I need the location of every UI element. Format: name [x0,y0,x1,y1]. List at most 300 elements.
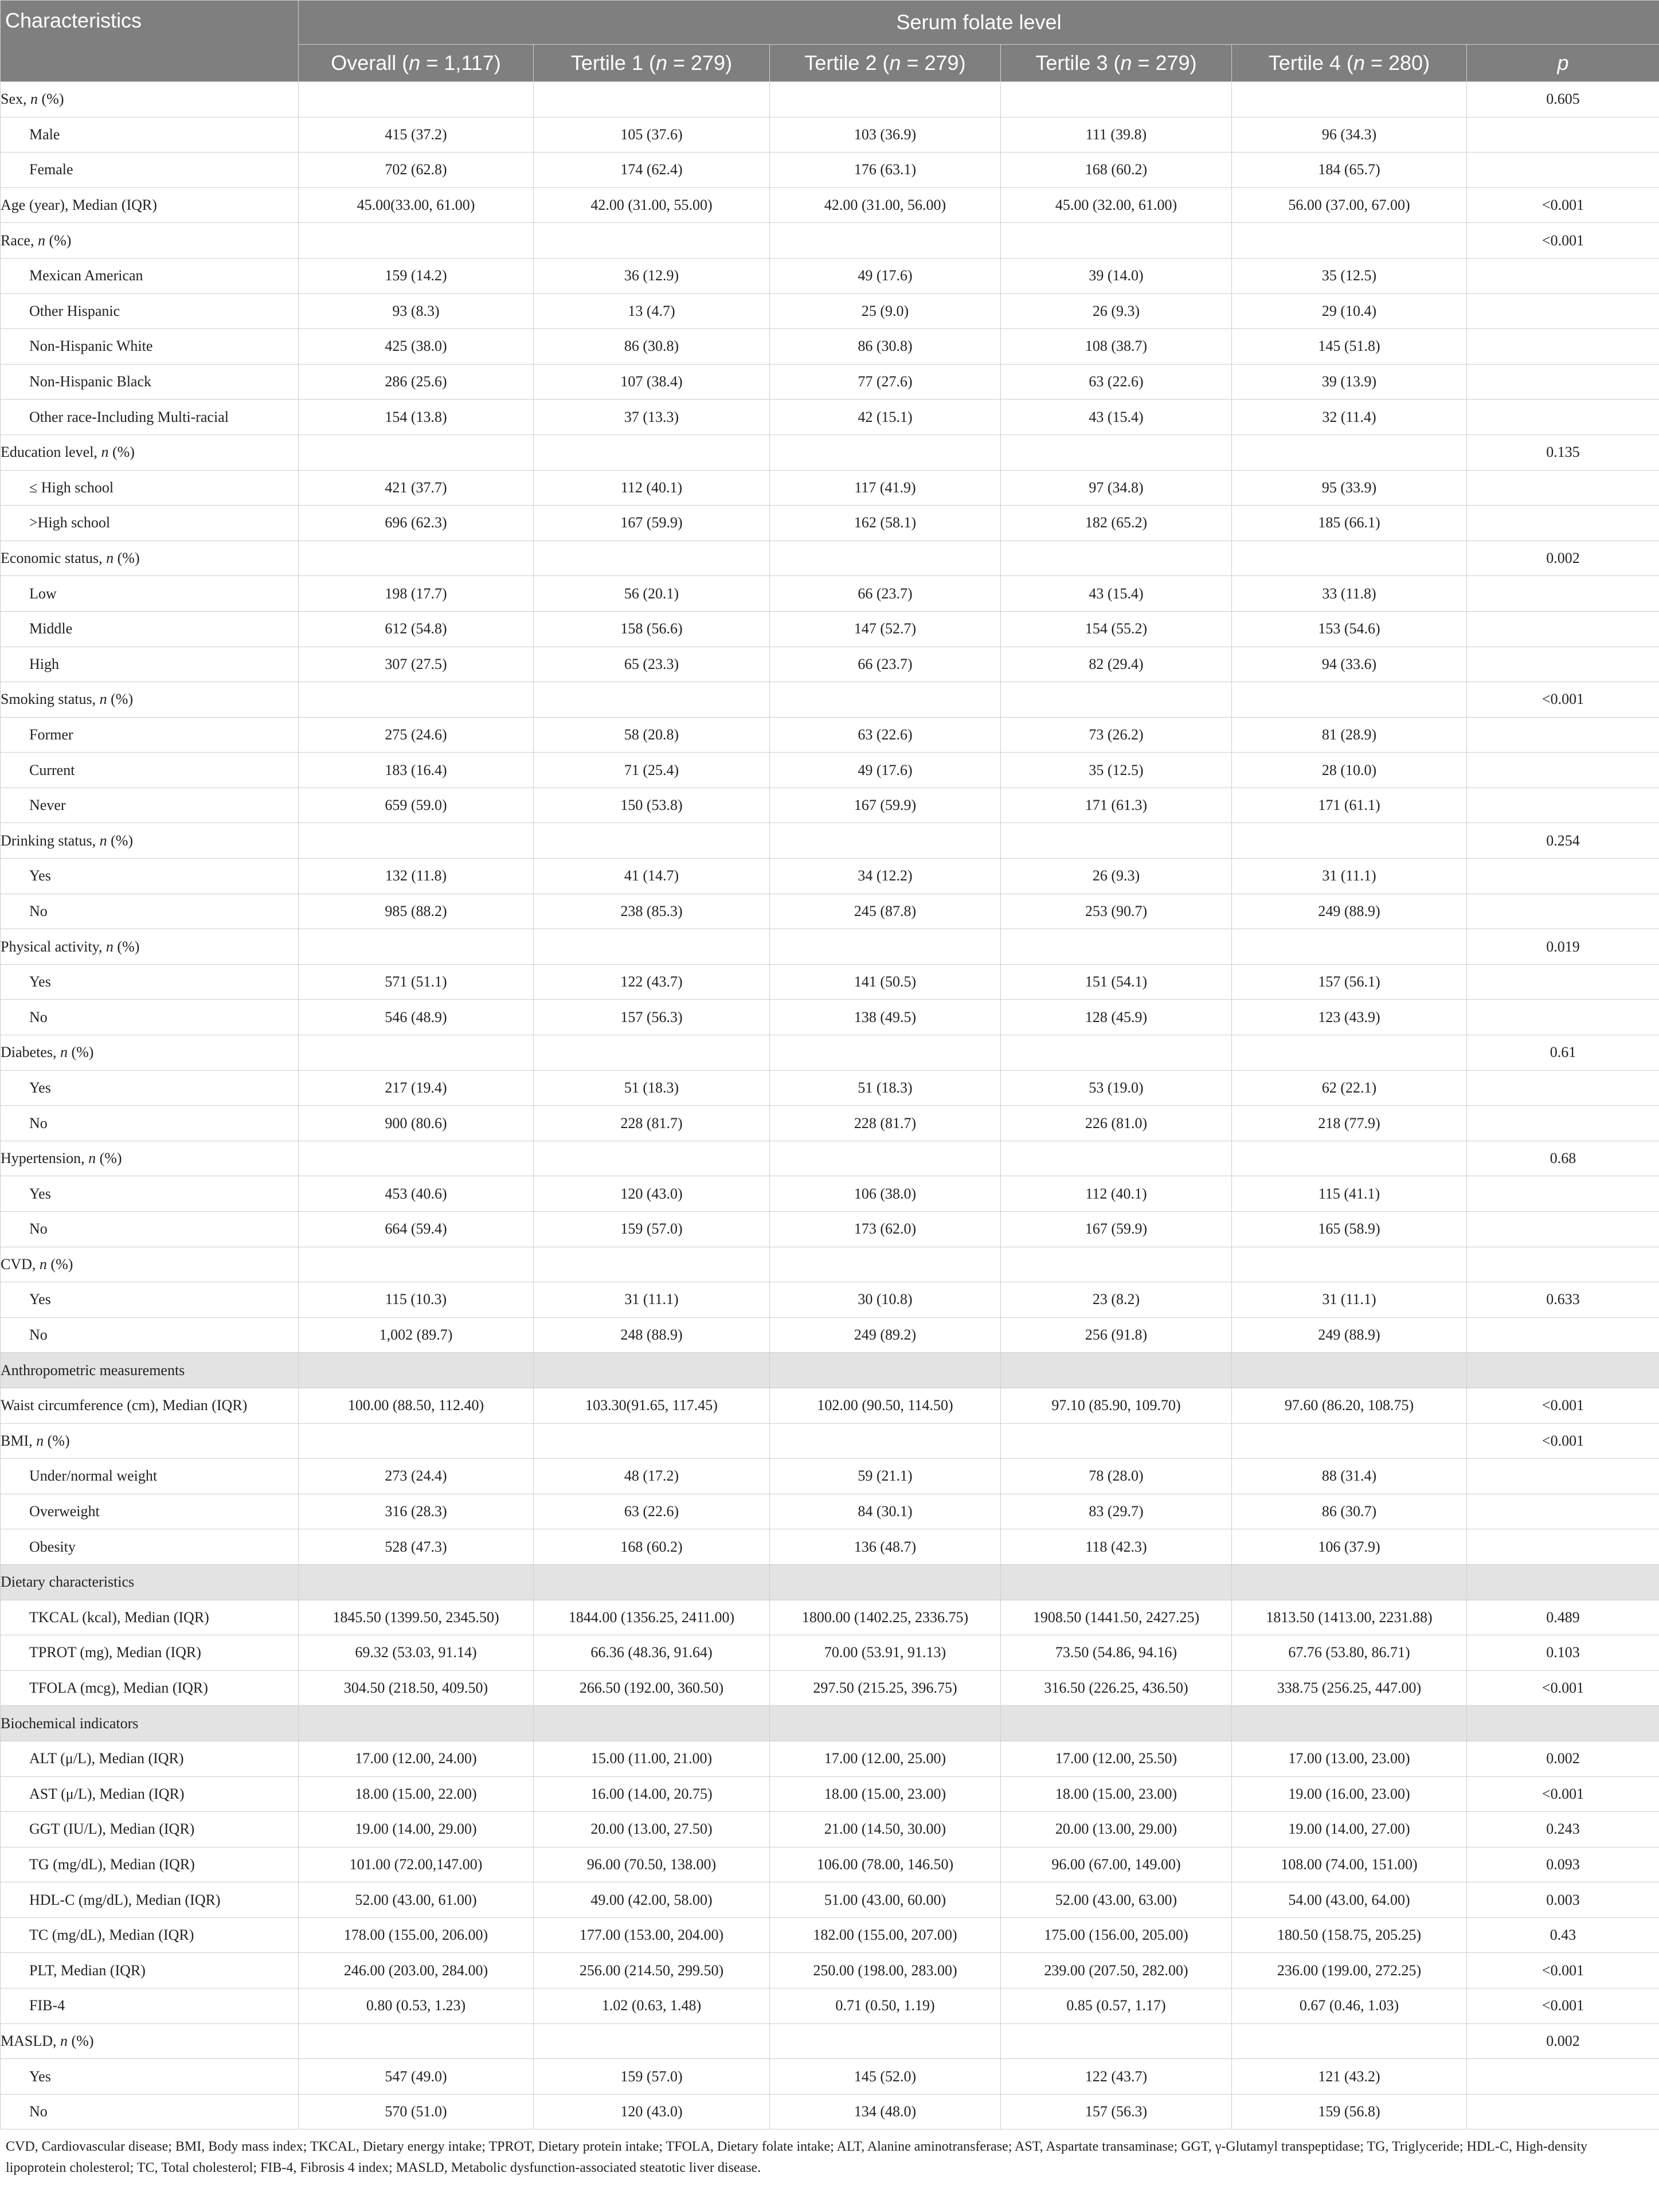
serum-folate-group-header: Serum folate level [299,1,1659,45]
cell-value [1232,541,1467,576]
col-header-tertile-2: Tertile 2 (n = 279) [770,45,1001,82]
cell-value [770,223,1001,259]
cell-value: 97 (34.8) [1001,470,1232,506]
cell-value: 122 (43.7) [1001,2059,1232,2094]
cell-value: 153 (54.6) [1232,611,1467,647]
table-row [1,1247,1659,1282]
cell-value [299,929,534,965]
col-header-overall: Overall (n = 1,117) [299,45,534,82]
cell-value: 664 (59.4) [299,1212,534,1247]
p-value: 0.002 [1467,2023,1659,2059]
p-value [1467,1106,1659,1141]
cell-value [299,1564,534,1600]
cell-value: 182 (65.2) [1001,506,1232,541]
p-value: 0.019 [1467,929,1659,965]
table-row [1,2094,1659,2129]
p-value: 0.605 [1467,82,1659,118]
table-row [1,1317,1659,1353]
cell-value: 63 (22.6) [770,717,1001,753]
p-value [1467,2094,1659,2129]
cell-value: 236.00 (199.00, 272.25) [1232,1953,1467,1988]
row-label: Obesity [1,1529,299,1565]
cell-value [299,1423,534,1459]
cell-value: 51 (18.3) [770,1070,1001,1106]
cell-value: 1908.50 (1441.50, 2427.25) [1001,1600,1232,1635]
cell-value [534,929,770,965]
cell-value: 159 (14.2) [299,258,534,293]
cell-value: 45.00(33.00, 61.00) [299,187,534,223]
cell-value: 1.02 (0.63, 1.48) [534,1988,770,2024]
table-row [1,1953,1659,1988]
cell-value [1001,1141,1232,1176]
row-label: Under/normal weight [1,1459,299,1494]
row-label: CVD, n (%) [1,1247,299,1282]
cell-value: 1844.00 (1356.25, 2411.00) [534,1600,770,1635]
col-header-tertile-4: Tertile 4 (n = 280) [1232,45,1467,82]
p-value: <0.001 [1467,1953,1659,1988]
p-value [1467,400,1659,435]
row-label: No [1,894,299,929]
cell-value: 165 (58.9) [1232,1212,1467,1247]
table-row [1,647,1659,682]
row-label: TG (mg/dL), Median (IQR) [1,1847,299,1882]
cell-value: 39 (13.9) [1232,364,1467,400]
table-row [1,329,1659,365]
row-label: BMI, n (%) [1,1423,299,1459]
row-label: Dietary characteristics [1,1564,299,1600]
cell-value: 97.60 (86.20, 108.75) [1232,1388,1467,1423]
cell-value: 96 (34.3) [1232,117,1467,152]
cell-value [1001,929,1232,965]
p-value: <0.001 [1467,1776,1659,1812]
table-row [1,400,1659,435]
table-row [1,1035,1659,1071]
p-value [1467,1176,1659,1212]
cell-value [1001,2023,1232,2059]
cell-value: 546 (48.9) [299,1000,534,1035]
cell-value: 66.36 (48.36, 91.64) [534,1635,770,1671]
cell-value: 26 (9.3) [1001,293,1232,329]
p-value: <0.001 [1467,1670,1659,1706]
p-value: 0.002 [1467,541,1659,576]
row-label: Waist circumference (cm), Median (IQR) [1,1388,299,1423]
row-label: Economic status, n (%) [1,541,299,576]
row-label: AST (μ/L), Median (IQR) [1,1776,299,1812]
cell-value [770,82,1001,118]
p-value: 0.103 [1467,1635,1659,1671]
cell-value: 17.00 (12.00, 25.50) [1001,1741,1232,1776]
row-label: Anthropometric measurements [1,1353,299,1388]
table-row [1,1529,1659,1565]
cell-value: 182.00 (155.00, 207.00) [770,1917,1001,1953]
p-value [1467,470,1659,506]
cell-value: 307 (27.5) [299,647,534,682]
cell-value [1001,682,1232,718]
row-label: FIB-4 [1,1988,299,2024]
p-value [1467,576,1659,612]
cell-value: 249 (88.9) [1232,894,1467,929]
cell-value: 107 (38.4) [534,364,770,400]
row-label: Low [1,576,299,612]
cell-value: 168 (60.2) [1001,152,1232,188]
cell-value [299,1706,534,1741]
cell-value: 120 (43.0) [534,1176,770,1212]
p-value [1467,894,1659,929]
row-label: Male [1,117,299,152]
cell-value: 49.00 (42.00, 58.00) [534,1882,770,1918]
cell-value [534,1247,770,1282]
cell-value: 29 (10.4) [1232,293,1467,329]
cell-value: 168 (60.2) [534,1529,770,1565]
table-row [1,1494,1659,1529]
cell-value: 185 (66.1) [1232,506,1467,541]
cell-value: 256.00 (214.50, 299.50) [534,1953,770,1988]
cell-value [1232,82,1467,118]
p-value [1467,1529,1659,1565]
cell-value: 32 (11.4) [1232,400,1467,435]
p-value [1467,329,1659,365]
cell-value: 117 (41.9) [770,470,1001,506]
cell-value [1001,434,1232,470]
cell-value: 157 (56.1) [1232,964,1467,1000]
p-value: 0.61 [1467,1035,1659,1071]
table-row [1,1635,1659,1671]
table-row [1,187,1659,223]
row-label: High [1,647,299,682]
cell-value: 0.85 (0.57, 1.17) [1001,1988,1232,2024]
cell-value: 86 (30.8) [770,329,1001,365]
cell-value: 43 (15.4) [1001,400,1232,435]
p-value: 0.254 [1467,823,1659,859]
cell-value: 62 (22.1) [1232,1070,1467,1106]
row-label: TC (mg/dL), Median (IQR) [1,1917,299,1953]
cell-value [1232,823,1467,859]
cell-value: 20.00 (13.00, 29.00) [1001,1812,1232,1847]
cell-value: 218 (77.9) [1232,1106,1467,1141]
cell-value: 93 (8.3) [299,293,534,329]
cell-value [770,682,1001,718]
cell-value: 171 (61.1) [1232,788,1467,823]
cell-value: 19.00 (14.00, 27.00) [1232,1812,1467,1847]
cell-value [1232,2023,1467,2059]
cell-value: 1845.50 (1399.50, 2345.50) [299,1600,534,1635]
cell-value: 217 (19.4) [299,1070,534,1106]
cell-value [534,434,770,470]
cell-value: 248 (88.9) [534,1317,770,1353]
cell-value: 115 (10.3) [299,1282,534,1318]
row-label: Yes [1,1282,299,1318]
row-label: Race, n (%) [1,223,299,259]
cell-value [299,82,534,118]
section-row [1,1564,1659,1600]
cell-value: 45.00 (32.00, 61.00) [1001,187,1232,223]
cell-value: 103 (36.9) [770,117,1001,152]
cell-value [534,1141,770,1176]
row-label: >High school [1,506,299,541]
row-label: Biochemical indicators [1,1706,299,1741]
cell-value: 246.00 (203.00, 284.00) [299,1953,534,1988]
cell-value [1232,682,1467,718]
table-row [1,1847,1659,1882]
cell-value: 53 (19.0) [1001,1070,1232,1106]
p-value: <0.001 [1467,682,1659,718]
cell-value: 35 (12.5) [1232,258,1467,293]
cell-value [770,1564,1001,1600]
row-label: Former [1,717,299,753]
cell-value: 159 (57.0) [534,2059,770,2094]
cell-value: 0.71 (0.50, 1.19) [770,1988,1001,2024]
cell-value [534,1423,770,1459]
cell-value: 198 (17.7) [299,576,534,612]
cell-value: 132 (11.8) [299,859,534,894]
p-value [1467,717,1659,753]
row-label: Hypertension, n (%) [1,1141,299,1176]
cell-value: 73 (26.2) [1001,717,1232,753]
cell-value [770,823,1001,859]
cell-value [299,223,534,259]
cell-value [534,541,770,576]
row-label: Yes [1,2059,299,2094]
table-row [1,1000,1659,1035]
cell-value: 571 (51.1) [299,964,534,1000]
cell-value: 120 (43.0) [534,2094,770,2129]
cell-value: 178.00 (155.00, 206.00) [299,1917,534,1953]
cell-value: 63 (22.6) [534,1494,770,1529]
cell-value: 88 (31.4) [1232,1459,1467,1494]
cell-value [299,1035,534,1071]
cell-value [534,682,770,718]
cell-value: 52.00 (43.00, 63.00) [1001,1882,1232,1918]
row-label: HDL-C (mg/dL), Median (IQR) [1,1882,299,1918]
cell-value: 16.00 (14.00, 20.75) [534,1776,770,1812]
p-value: 0.633 [1467,1282,1659,1318]
row-label: TFOLA (mcg), Median (IQR) [1,1670,299,1706]
cell-value: 297.50 (215.25, 396.75) [770,1670,1001,1706]
cell-value: 105 (37.6) [534,117,770,152]
table-row [1,1423,1659,1459]
p-value [1467,611,1659,647]
cell-value: 95 (33.9) [1232,470,1467,506]
cell-value: 141 (50.5) [770,964,1001,1000]
cell-value: 19.00 (16.00, 23.00) [1232,1776,1467,1812]
cell-value: 238 (85.3) [534,894,770,929]
table-row [1,2023,1659,2059]
cell-value: 316.50 (226.25, 436.50) [1001,1670,1232,1706]
p-value [1467,1494,1659,1529]
cell-value: 1,002 (89.7) [299,1317,534,1353]
cell-value: 96.00 (70.50, 138.00) [534,1847,770,1882]
cell-value [1232,1141,1467,1176]
cell-value: 176 (63.1) [770,152,1001,188]
cell-value: 51.00 (43.00, 60.00) [770,1882,1001,1918]
table-row [1,293,1659,329]
cell-value [1001,82,1232,118]
section-row [1,1353,1659,1388]
table-body [1,82,1659,2129]
p-value [1467,258,1659,293]
cell-value [534,2023,770,2059]
p-value [1467,964,1659,1000]
cell-value: 304.50 (218.50, 409.50) [299,1670,534,1706]
cell-value: 86 (30.7) [1232,1494,1467,1529]
row-label: Female [1,152,299,188]
p-value [1467,753,1659,788]
cell-value: 18.00 (15.00, 22.00) [299,1776,534,1812]
table-row [1,1812,1659,1847]
table-row [1,682,1659,718]
cell-value: 13 (4.7) [534,293,770,329]
p-value: <0.001 [1467,1388,1659,1423]
cell-value: 134 (48.0) [770,2094,1001,2129]
p-value [1467,647,1659,682]
cell-value: 184 (65.7) [1232,152,1467,188]
cell-value: 900 (80.6) [299,1106,534,1141]
table-row [1,1176,1659,1212]
section-row [1,1706,1659,1741]
cell-value [1232,1247,1467,1282]
p-value [1467,152,1659,188]
p-value [1467,1353,1659,1388]
p-value: <0.001 [1467,187,1659,223]
cell-value [534,223,770,259]
cell-value: 36 (12.9) [534,258,770,293]
table-row [1,964,1659,1000]
row-label: Physical activity, n (%) [1,929,299,965]
cell-value: 35 (12.5) [1001,753,1232,788]
cell-value: 106.00 (78.00, 146.50) [770,1847,1001,1882]
cell-value: 659 (59.0) [299,788,534,823]
table-row [1,152,1659,188]
col-header-tertile-1: Tertile 1 (n = 279) [534,45,770,82]
cell-value [534,1353,770,1388]
cell-value: 51 (18.3) [534,1070,770,1106]
cell-value: 108 (38.7) [1001,329,1232,365]
cell-value: 612 (54.8) [299,611,534,647]
cell-value: 415 (37.2) [299,117,534,152]
cell-value [534,1035,770,1071]
col-header-p: p [1467,45,1659,82]
cell-value [1232,434,1467,470]
table-row [1,1670,1659,1706]
cell-value: 77 (27.6) [770,364,1001,400]
row-label: Education level, n (%) [1,434,299,470]
table-row [1,1212,1659,1247]
cell-value: 157 (56.3) [534,1000,770,1035]
table-row [1,258,1659,293]
row-label: Smoking status, n (%) [1,682,299,718]
cell-value: 20.00 (13.00, 27.50) [534,1812,770,1847]
cell-value: 147 (52.7) [770,611,1001,647]
cell-value [299,1247,534,1282]
cell-value [770,541,1001,576]
cell-value: 570 (51.0) [299,2094,534,2129]
p-value [1467,1000,1659,1035]
cell-value [770,1423,1001,1459]
cell-value [770,1035,1001,1071]
cell-value: 108.00 (74.00, 151.00) [1232,1847,1467,1882]
p-value [1467,1212,1659,1247]
table-row [1,470,1659,506]
row-label: Other race-Including Multi-racial [1,400,299,435]
row-label: Non-Hispanic Black [1,364,299,400]
cell-value: 19.00 (14.00, 29.00) [299,1812,534,1847]
p-value [1467,117,1659,152]
cell-value: 31 (11.1) [1232,859,1467,894]
cell-value: 71 (25.4) [534,753,770,788]
p-value: <0.001 [1467,1423,1659,1459]
cell-value: 41 (14.7) [534,859,770,894]
col-header-tertile-3: Tertile 3 (n = 279) [1001,45,1232,82]
cell-value: 28 (10.0) [1232,753,1467,788]
cell-value: 33 (11.8) [1232,576,1467,612]
cell-value: 42.00 (31.00, 56.00) [770,187,1001,223]
cell-value: 421 (37.7) [299,470,534,506]
cell-value: 42 (15.1) [770,400,1001,435]
cell-value: 56.00 (37.00, 67.00) [1232,187,1467,223]
cell-value: 31 (11.1) [1232,1282,1467,1318]
cell-value: 151 (54.1) [1001,964,1232,1000]
cell-value: 34 (12.2) [770,859,1001,894]
p-value: <0.001 [1467,1988,1659,2024]
cell-value: 31 (11.1) [534,1282,770,1318]
table-row [1,82,1659,118]
table-row [1,1882,1659,1918]
table-row [1,506,1659,541]
cell-value [534,1564,770,1600]
cell-value: 702 (62.8) [299,152,534,188]
cell-value [534,82,770,118]
cell-value: 58 (20.8) [534,717,770,753]
row-label: ALT (μ/L), Median (IQR) [1,1741,299,1776]
table-row [1,1141,1659,1176]
cell-value: 696 (62.3) [299,506,534,541]
table-row [1,434,1659,470]
row-label: Diabetes, n (%) [1,1035,299,1071]
cell-value: 159 (57.0) [534,1212,770,1247]
cell-value: 66 (23.7) [770,647,1001,682]
cell-value: 275 (24.6) [299,717,534,753]
cell-value: 154 (55.2) [1001,611,1232,647]
cell-value: 18.00 (15.00, 23.00) [770,1776,1001,1812]
cell-value [1232,929,1467,965]
cell-value: 528 (47.3) [299,1529,534,1565]
p-value: 0.243 [1467,1812,1659,1847]
row-label: PLT, Median (IQR) [1,1953,299,1988]
cell-value [1232,223,1467,259]
cell-value [1001,1564,1232,1600]
cell-value: 56 (20.1) [534,576,770,612]
cell-value: 115 (41.1) [1232,1176,1467,1212]
cell-value: 86 (30.8) [534,329,770,365]
table-row [1,1776,1659,1812]
cell-value: 122 (43.7) [534,964,770,1000]
cell-value: 54.00 (43.00, 64.00) [1232,1882,1467,1918]
p-value: <0.001 [1467,223,1659,259]
p-value: 0.489 [1467,1600,1659,1635]
table-row [1,117,1659,152]
cell-value: 175.00 (156.00, 205.00) [1001,1917,1232,1953]
cell-value: 112 (40.1) [1001,1176,1232,1212]
cell-value: 49 (17.6) [770,753,1001,788]
row-label: ≤ High school [1,470,299,506]
cell-value [1001,1247,1232,1282]
cell-value: 37 (13.3) [534,400,770,435]
table-row [1,823,1659,859]
cell-value: 39 (14.0) [1001,258,1232,293]
row-label: MASLD, n (%) [1,2023,299,2059]
cell-value: 121 (43.2) [1232,2059,1467,2094]
cell-value [770,1706,1001,1741]
